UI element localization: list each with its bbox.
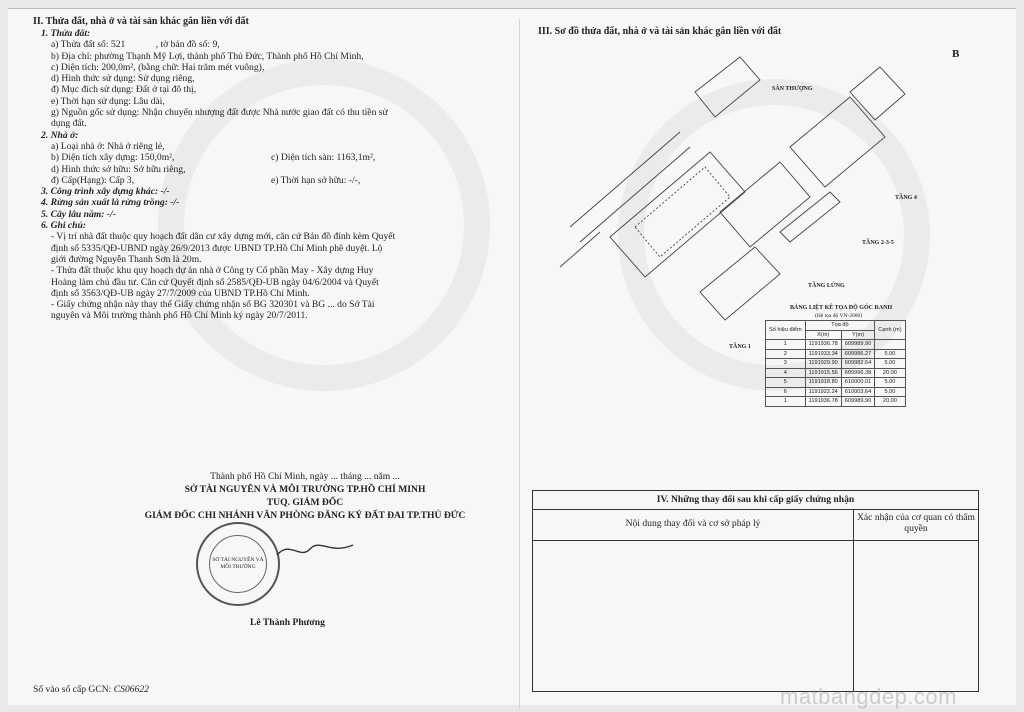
certificate-number-label: Số vào sổ cấp GCN: bbox=[33, 684, 112, 695]
coordinate-row bbox=[766, 378, 906, 388]
changes-title: IV. Những thay đổi sau khi cấp giấy chứng nhận bbox=[533, 491, 978, 510]
y-cell: 609982.64 bbox=[841, 359, 874, 369]
point-id-cell: 2 bbox=[766, 349, 806, 359]
changes-col-confirmation: Xác nhận của cơ quan có thẩm quyền bbox=[856, 512, 975, 534]
use-term: e) Thời hạn sử dụng: Lâu dài, bbox=[51, 95, 165, 107]
signature-area bbox=[95, 471, 515, 521]
point-id-cell: 3 bbox=[766, 359, 806, 369]
house-area-line bbox=[51, 152, 503, 163]
land-area: c) Diện tích: 200,0m², (bằng chữ: Hai trăm mét vuông), bbox=[51, 61, 265, 73]
coordinate-table-title: BẢNG LIỆT KÊ TỌA ĐỘ GÓC RANH bbox=[790, 305, 893, 311]
address: b) Địa chỉ: phường Thạnh Mỹ Lợi, thành phố Thủ Đức, Thành phố Hồ Chí Minh, bbox=[51, 50, 364, 62]
note-line: định số 5335/QĐ-UBND ngày 26/9/2013 được UBND TP.Hồ Chí Minh phê duyệt. Lộ bbox=[51, 242, 383, 254]
north-arrow-label: B bbox=[952, 48, 960, 60]
col-x: X(m) bbox=[805, 330, 841, 340]
floor-label-rooftop: SÂN THƯỢNG bbox=[772, 86, 813, 92]
edge-cell: 5.00 bbox=[875, 387, 905, 397]
edge-cell: 20.00 bbox=[875, 397, 905, 407]
point-id-cell: 4 bbox=[766, 368, 806, 378]
use-form: d) Hình thức sử dụng: Sử dụng riêng, bbox=[51, 73, 195, 85]
parcel-number: a) Thửa đất số: 521 bbox=[51, 39, 126, 51]
coordinate-row bbox=[766, 349, 906, 359]
coordinate-table-body bbox=[766, 340, 906, 407]
house-grade: đ) Cấp(Hạng): Cấp 3, bbox=[51, 174, 135, 186]
land-heading: 1. Thửa đất: bbox=[41, 28, 91, 39]
signer-name: Lê Thành Phương bbox=[250, 617, 325, 628]
edge-cell: 5.00 bbox=[875, 378, 905, 388]
note-line: - Vị trí nhà đất thuộc quy hoạch đất dân cư xây dựng mới, căn cứ Bản đồ đính kèm Quyết bbox=[51, 231, 396, 243]
edge-cell: 5.00 bbox=[875, 359, 905, 369]
coordinate-row bbox=[766, 359, 906, 369]
ownership-form: d) Hình thức sở hữu: Sở hữu riêng, bbox=[51, 163, 186, 175]
section-ii-title: II. Thửa đất, nhà ở và tài sản khác gắn liền với đất bbox=[33, 16, 249, 27]
map-sheet: , tờ bản đồ số: 9, bbox=[155, 39, 220, 51]
signature-scribble bbox=[275, 535, 355, 565]
grade-line bbox=[51, 175, 503, 186]
stamp-text: SỞ TÀI NGUYÊN VÀ MÔI TRƯỜNG bbox=[209, 535, 267, 593]
col-coordinates: Tọa độ bbox=[805, 321, 875, 331]
coordinate-table bbox=[765, 320, 906, 407]
section-iii-title: III. Sơ đồ thửa đất, nhà ở và tài sản khác gắn liền với đất bbox=[538, 26, 782, 37]
build-area: b) Diện tích xây dựng: 150,0m², bbox=[51, 152, 175, 164]
x-cell: 1191936.78 bbox=[805, 340, 841, 350]
certificate-number bbox=[33, 684, 149, 695]
land-info-block bbox=[33, 28, 503, 322]
official-stamp bbox=[196, 522, 280, 606]
notes-block bbox=[51, 231, 503, 321]
site-watermark: matbangdep.com bbox=[780, 684, 957, 709]
x-cell: 1191918.80 bbox=[805, 378, 841, 388]
fold-line bbox=[519, 19, 520, 709]
y-cell: 609996.38 bbox=[841, 368, 874, 378]
col-edge: Cạnh (m) bbox=[875, 321, 905, 340]
edge-cell: 20.00 bbox=[875, 368, 905, 378]
coordinate-row bbox=[766, 397, 906, 407]
x-cell: 1191933.34 bbox=[805, 349, 841, 359]
notes-heading: 6. Ghi chú: bbox=[41, 220, 87, 232]
point-id-cell: 6 bbox=[766, 387, 806, 397]
date-line: Thành phố Hồ Chí Minh, ngày ... tháng ... năm ... bbox=[210, 471, 400, 482]
certificate-number-value: CS06622 bbox=[113, 684, 149, 695]
parcel-line bbox=[51, 39, 503, 50]
use-purpose: đ) Mục đích sử dụng: Đất ở tại đô thị, bbox=[51, 84, 197, 96]
floor-label-4: TẦNG 4 bbox=[895, 195, 917, 201]
house-heading: 2. Nhà ở: bbox=[41, 129, 79, 141]
col-point-id: Số hiệu điểm bbox=[766, 321, 806, 340]
edge-cell: 5.00 bbox=[875, 349, 905, 359]
note-line: giới đường Nguyễn Thanh Sơn là 20m. bbox=[51, 253, 202, 265]
x-cell: 1191929.90 bbox=[805, 359, 841, 369]
y-cell: 610003.64 bbox=[841, 387, 874, 397]
other-works: 3. Công trình xây dựng khác: -/- bbox=[41, 186, 170, 198]
floor-label-mezzanine: TẦNG LỬNG bbox=[808, 283, 845, 289]
col-y: Y(m) bbox=[841, 330, 874, 340]
coordinate-row bbox=[766, 387, 906, 397]
use-origin: g) Nguồn gốc sử dụng: Nhận chuyển nhượng đất được Nhà nước giao đất có thu tiền sử bbox=[51, 107, 388, 119]
point-id-cell: 5 bbox=[766, 378, 806, 388]
ownership-term: e) Thời hạn sở hữu: -/-, bbox=[271, 174, 361, 186]
changes-table bbox=[532, 490, 979, 692]
coordinate-row bbox=[766, 368, 906, 378]
signer-authorization: TUQ. GIÁM ĐỐC bbox=[266, 497, 344, 508]
changes-col-content: Nội dung thay đổi và cơ sở pháp lý bbox=[533, 510, 854, 540]
note-line: định số 3563/QĐ-UB ngày 27/7/2009 của UBND TP.Hồ Chí Minh. bbox=[51, 287, 310, 299]
changes-body-content bbox=[533, 541, 854, 691]
floor-area: c) Diện tích sàn: 1163,1m², bbox=[271, 152, 376, 164]
y-cell: 609989.90 bbox=[841, 340, 874, 350]
point-id-cell: 1 bbox=[766, 397, 806, 407]
point-id-cell: 1 bbox=[766, 340, 806, 350]
perennial-trees: 5. Cây lâu năm: -/- bbox=[41, 208, 116, 220]
y-cell: 609986.27 bbox=[841, 349, 874, 359]
signer-organization: SỞ TÀI NGUYÊN VÀ MÔI TRƯỜNG TP.HỒ CHÍ MINH bbox=[184, 484, 426, 495]
signer-title: GIÁM ĐỐC CHI NHÁNH VĂN PHÒNG ĐĂNG KÝ ĐẤT ĐAI TP.THỦ ĐỨC bbox=[144, 510, 466, 521]
planted-forest: 4. Rừng sản xuất là rừng trồng: -/- bbox=[41, 197, 180, 209]
floor-label-1: TẦNG 1 bbox=[729, 344, 751, 350]
floor-label-2-3-5: TẦNG 2-3-5 bbox=[862, 240, 894, 246]
note-line: - Giấy chứng nhận này thay thế Giấy chứng nhận số BG 320301 và BG ... do Sở Tài bbox=[51, 299, 375, 311]
y-cell: 610000.01 bbox=[841, 378, 874, 388]
note-line: - Thửa đất thuộc khu quy hoạch dự án nhà ở Công ty Cổ phần May - Xây dựng Huy bbox=[51, 265, 374, 277]
changes-body bbox=[533, 541, 978, 691]
edge-cell bbox=[875, 340, 905, 350]
note-line: Hoàng làm chủ đầu tư. Căn cứ Quyết định số 2585/QĐ-UB ngày 04/6/2004 và Quyết bbox=[51, 276, 379, 288]
note-line: nguyên và Môi trường thành phố Hồ Chí Minh ký ngày 20/7/2011. bbox=[51, 310, 308, 322]
use-origin-cont: dụng đất. bbox=[51, 118, 87, 130]
coordinate-table-subtitle: (Hệ tọa độ VN-2000) bbox=[815, 313, 863, 319]
x-cell: 1191915.56 bbox=[805, 368, 841, 378]
x-cell: 1191922.24 bbox=[805, 387, 841, 397]
changes-header-row bbox=[533, 510, 978, 541]
coordinate-row bbox=[766, 340, 906, 350]
house-type: a) Loại nhà ở: Nhà ở riêng lẻ, bbox=[51, 140, 165, 152]
x-cell: 1191936.78 bbox=[805, 397, 841, 407]
y-cell: 609989.90 bbox=[841, 397, 874, 407]
